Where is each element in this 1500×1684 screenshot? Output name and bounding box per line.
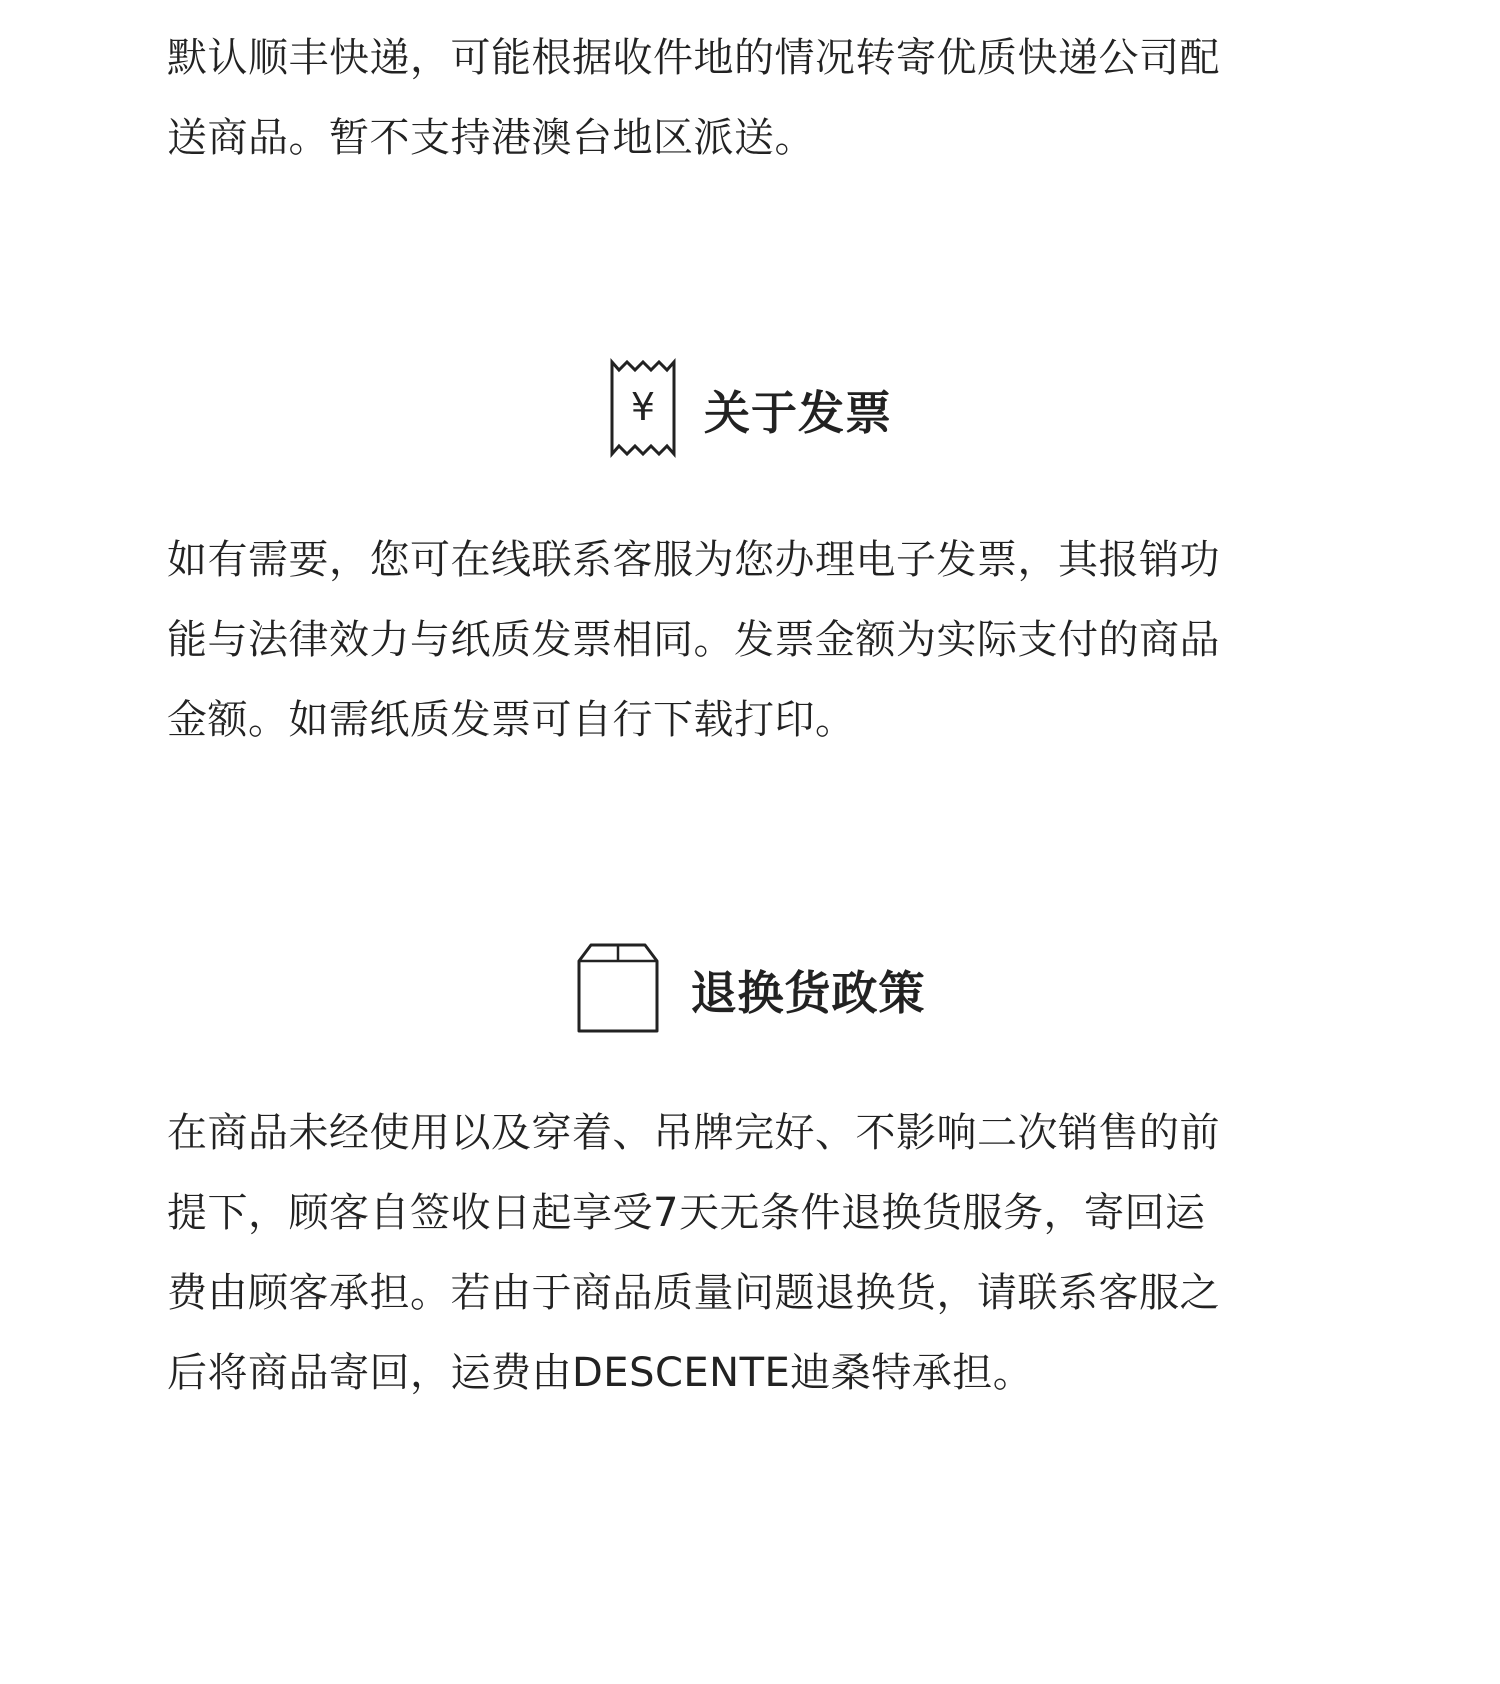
svg-text:¥: ¥ bbox=[630, 385, 656, 429]
invoice-line: 能与法律效力与纸质发票相同。发票金额为实际支付的商品 bbox=[167, 617, 1220, 663]
returns-line: 费由顾客承担。若由于商品质量问题退换货，请联系客服之 bbox=[167, 1270, 1220, 1316]
returns-line: 在商品未经使用以及穿着、吊牌完好、不影响二次销售的前 bbox=[167, 1110, 1220, 1156]
invoice-description bbox=[167, 520, 1329, 760]
shipping-line: 默认顺丰快递，可能根据收件地的情况转寄优质快递公司配 bbox=[167, 35, 1220, 81]
returns-description bbox=[167, 1093, 1329, 1413]
invoice-line: 如有需要，您可在线联系客服为您办理电子发票，其报销功 bbox=[167, 537, 1220, 583]
invoice-line: 金额。如需纸质发票可自行下载打印。 bbox=[167, 697, 856, 743]
shipping-line: 送商品。暂不支持港澳台地区派送。 bbox=[167, 115, 815, 161]
returns-line: 提下，顾客自签收日起享受7天无条件退换货服务，寄回运 bbox=[167, 1190, 1206, 1236]
package-box-icon bbox=[575, 941, 661, 1039]
returns-line: 后将商品寄回，运费由DESCENTE迪桑特承担。 bbox=[167, 1350, 1034, 1396]
invoice-title: 关于发票 bbox=[704, 386, 892, 440]
returns-section-header bbox=[0, 942, 1500, 1038]
receipt-yuan-icon bbox=[608, 358, 678, 462]
returns-title: 退换货政策 bbox=[690, 966, 926, 1020]
invoice-section-header bbox=[0, 360, 1500, 460]
shipping-description bbox=[167, 18, 1329, 178]
